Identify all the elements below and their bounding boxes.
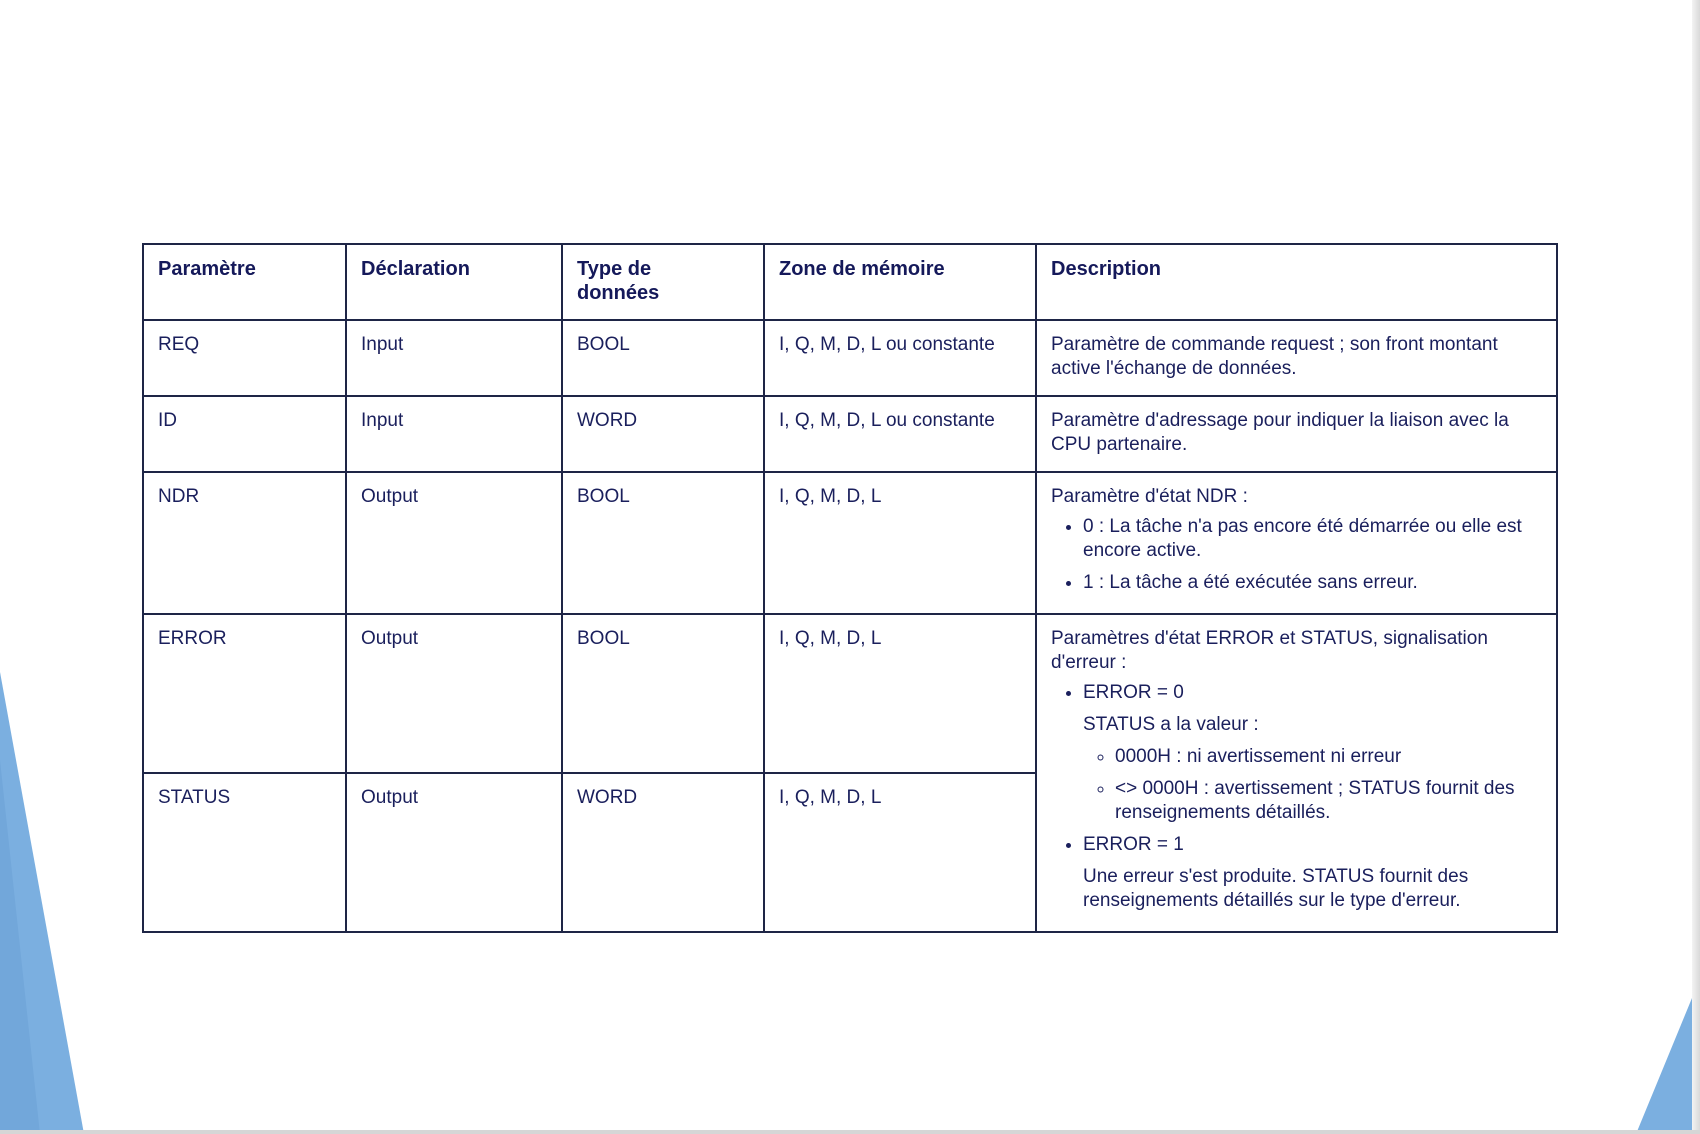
error0-label: ERROR = 0: [1083, 682, 1184, 703]
cell-decl: Input: [346, 396, 562, 472]
header-zone: Zone de mémoire: [764, 244, 1036, 320]
table-row-ndr: [143, 472, 1557, 614]
error-bullet-list: [1051, 681, 1542, 913]
cell-decl: Output: [346, 614, 562, 773]
error1-desc: Une erreur s'est produite. STATUS fournit des renseignements détaillés sur le type d'erreur.: [1083, 866, 1469, 911]
cell-desc-error-status: [1036, 614, 1557, 932]
header-type-line1: Type de: [577, 258, 652, 280]
list-item: [1083, 833, 1542, 913]
error1-label: ERROR = 1: [1083, 834, 1184, 855]
cell-param: ID: [143, 396, 346, 472]
status-sub-list: [1083, 745, 1542, 825]
header-type: [562, 244, 764, 320]
list-item: [1083, 681, 1542, 825]
cell-desc: Paramètre de commande request ; son front montant active l'échange de données.: [1036, 320, 1557, 396]
right-blue-triangle: [1636, 998, 1692, 1134]
cell-decl: Output: [346, 472, 562, 614]
cell-type: BOOL: [562, 472, 764, 614]
ndr-desc-intro: Paramètre d'état NDR :: [1051, 486, 1248, 507]
right-frame-edge: [1692, 0, 1700, 1134]
table-row-id: [143, 396, 1557, 472]
table-row-error: [143, 614, 1557, 773]
cell-type: WORD: [562, 396, 764, 472]
cell-param: NDR: [143, 472, 346, 614]
sub-list-item: ◦ <> 0000H : avertissement ; STATUS fournit des renseignements détaillés.: [1115, 777, 1542, 825]
status-value-label: STATUS a la valeur :: [1083, 714, 1259, 735]
header-type-line2: données: [577, 282, 660, 304]
parameter-table: [142, 243, 1558, 933]
cell-param: REQ: [143, 320, 346, 396]
cell-type: WORD: [562, 773, 764, 932]
cell-param: ERROR: [143, 614, 346, 773]
cell-type: BOOL: [562, 320, 764, 396]
cell-decl: Input: [346, 320, 562, 396]
cell-zone: I, Q, M, D, L: [764, 773, 1036, 932]
cell-zone: I, Q, M, D, L: [764, 614, 1036, 773]
cell-param: STATUS: [143, 773, 346, 932]
bottom-frame-edge: [0, 1130, 1700, 1134]
cell-desc: [1036, 472, 1557, 614]
table-header-row: [143, 244, 1557, 320]
cell-decl: Output: [346, 773, 562, 932]
ndr-bullet-list: [1051, 515, 1542, 595]
header-declaration: Déclaration: [346, 244, 562, 320]
cell-zone: I, Q, M, D, L ou constante: [764, 320, 1036, 396]
cell-zone: I, Q, M, D, L ou constante: [764, 396, 1036, 472]
header-parametre: Paramètre: [143, 244, 346, 320]
sub-list-item: ◦ 0000H : ni avertissement ni erreur: [1115, 745, 1542, 769]
error-desc-intro: Paramètres d'état ERROR et STATUS, signalisation d'erreur :: [1051, 628, 1488, 673]
cell-desc: Paramètre d'adressage pour indiquer la liaison avec la CPU partenaire.: [1036, 396, 1557, 472]
list-item: • 0 : La tâche n'a pas encore été démarrée ou elle est encore active.: [1083, 515, 1542, 563]
cell-type: BOOL: [562, 614, 764, 773]
header-description: Description: [1036, 244, 1557, 320]
list-item: • 1 : La tâche a été exécutée sans erreur.: [1083, 571, 1542, 595]
table-row-req: [143, 320, 1557, 396]
cell-zone: I, Q, M, D, L: [764, 472, 1036, 614]
